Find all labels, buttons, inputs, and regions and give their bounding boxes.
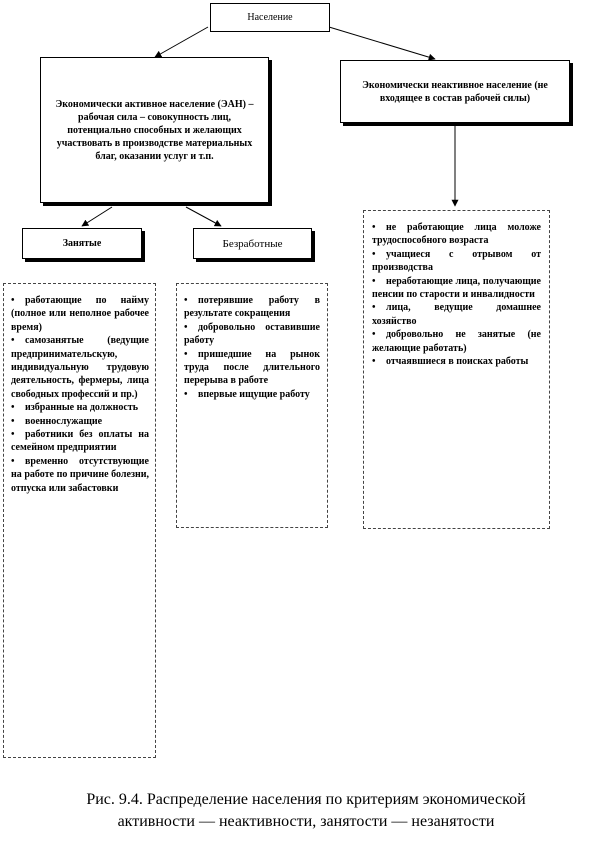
list-item: • пришедшие на рынок труда после длительного перерыва в работе <box>184 348 320 388</box>
employed-box <box>22 228 142 259</box>
employed-list-box <box>3 283 156 758</box>
list-item: • добровольно оставившие работу <box>184 321 320 348</box>
list-item: • избранные на должность <box>11 401 149 414</box>
list-item: • учащиеся с отрывом от производства <box>372 248 541 275</box>
inactive-list-box <box>363 210 550 529</box>
list-item: • работники без оплаты на семейном предприятии <box>11 428 149 455</box>
unemployed-list <box>184 294 320 401</box>
list-item: • работающие по найму (полное или неполное рабочее время) <box>11 294 149 334</box>
list-item: • временно отсутствующие на работе по причине болезни, отпуска или забастовки <box>11 455 149 495</box>
inactive-population-label: Экономически неактивное население (не входящее в состав рабочей силы) <box>362 79 548 104</box>
list-item: • не работающие лица моложе трудоспособного возраста <box>372 221 541 248</box>
list-item: • самозанятые (ведущие предпринимательскую, индивидуальную трудовую деятельность, фермеры, лица свободных профессий и пр.) <box>11 334 149 401</box>
list-item: • отчаявшиеся в поисках работы <box>372 355 541 368</box>
unemployed-label: Безработные <box>222 237 283 250</box>
arrow-to-active <box>155 27 208 57</box>
active-population-box <box>40 57 269 203</box>
list-item: • военнослужащие <box>11 415 149 428</box>
list-item: • неработающие лица, получающие пенсии по старости и инвалидности <box>372 275 541 302</box>
list-item: • добровольно не занятые (не желающие работать) <box>372 328 541 355</box>
caption-line-2: активности — неактивности, занятости — незанятости <box>117 813 495 830</box>
arrow-to-inactive <box>329 27 435 59</box>
arrow-to-employed <box>82 207 112 226</box>
inactive-list <box>372 221 541 368</box>
list-item: • лица, ведущие домашнее хозяйство <box>372 301 541 328</box>
caption-line-1: Рис. 9.4. Распределение населения по критериям экономической <box>86 791 526 808</box>
arrow-to-unemployed <box>186 207 221 226</box>
unemployed-list-box <box>176 283 328 528</box>
list-item: • впервые ищущие работу <box>184 388 320 401</box>
unemployed-box <box>193 228 312 259</box>
population-box <box>210 3 330 32</box>
population-label: Население <box>247 12 293 23</box>
figure-caption <box>0 789 612 833</box>
employed-list <box>11 294 149 495</box>
list-item: • потерявшие работу в результате сокращения <box>184 294 320 321</box>
inactive-population-box <box>340 60 570 123</box>
employed-label: Занятые <box>62 238 102 249</box>
active-population-label: Экономически активное население (ЭАН) – рабочая сила – совокупность лиц, потенциально способных и желающих участвовать в производстве материальных благ, оказании услуг и т.п. <box>55 98 254 162</box>
